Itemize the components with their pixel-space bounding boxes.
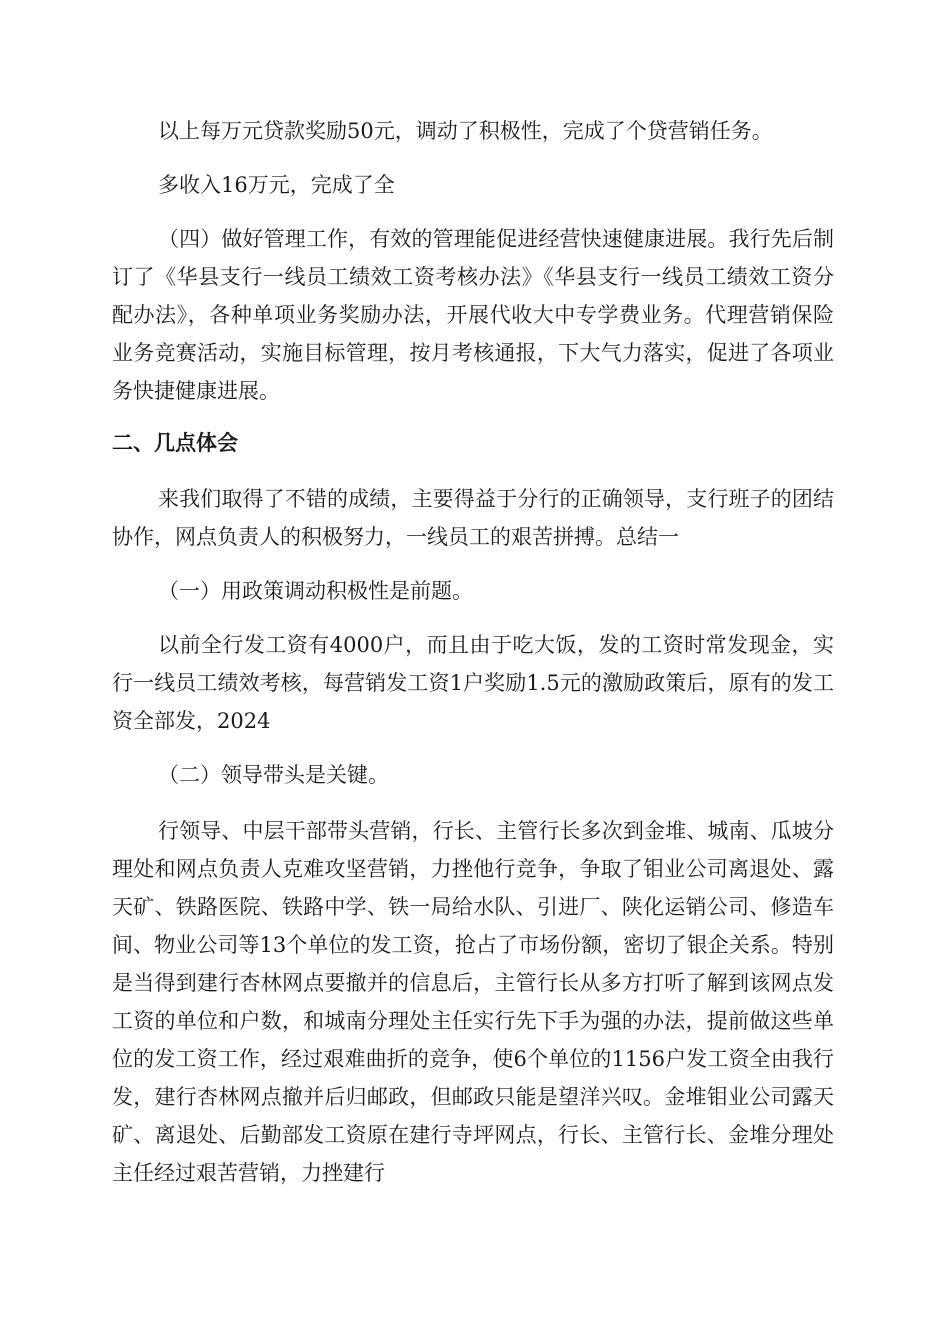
subheading-policy: （一）用政策调动积极性是前题。 xyxy=(158,579,473,603)
paragraph-management: （四）做好管理工作，有效的管理能促进经营快速健康进展。我行先后制订了《华县支行一线员工绩效工资考核办法》《华县支行一线员工绩效工资分配办法》，各种单项业务奖励办法，开展代收大中专学费业务。代理营销保险业务竞赛活动，实施目标管理，按月考核通报，下大气力落实，促进了各项业务快捷健康进展。 xyxy=(112,227,834,403)
paragraph-income: 多收入16万元，完成了全 xyxy=(158,173,395,197)
paragraph-summary: 来我们取得了不错的成绩，主要得益于分行的正确领导，支行班子的团结协作，网点负责人的积极努力，一线员工的艰苦拼搏。总结一 xyxy=(112,487,834,549)
paragraph-loan-reward: 以上每万元贷款奖励50元，调动了积极性，完成了个贷营销任务。 xyxy=(158,119,773,143)
subheading-leadership: （二）领导带头是关键。 xyxy=(158,763,389,787)
paragraph-payroll: 以前全行发工资有4000户，而且由于吃大饭，发的工资时常发现金，实行一线员工绩效考核，每营销发工资1户奖励1.5元的激励政策后，原有的发工资全部发，2024 xyxy=(112,633,834,733)
section-heading-experience: 二、几点体会 xyxy=(112,431,238,455)
paragraph-leadership-marketing: 行领导、中层干部带头营销，行长、主管行长多次到金堆、城南、瓜坡分理处和网点负责人克难攻坚营销，力挫他行竞争，争取了钼业公司离退处、露天矿、铁路医院、铁路中学、铁一局给水队、引进厂、陕化运销公司、修造车间、物业公司等13个单位的发工资，抢占了市场份额，密切了银企关系。特别是当得到建行杏林网点要撤并的信息后，主管行长从多方打听了解到该网点发工资的单位和户数，和城南分理处主任实行先下手为强的办法，提前做这些单位的发工资工作，经过艰难曲折的竞争，使6个单位的1156户发工资全由我行发，建行杏林网点撤并后归邮政，但邮政只能是望洋兴叹。金堆钼业公司露天矿、离退处、后勤部发工资原在建行寺坪网点，行长、主管行长、金堆分理处主任经过艰苦营销，力挫建行 xyxy=(112,819,834,1185)
